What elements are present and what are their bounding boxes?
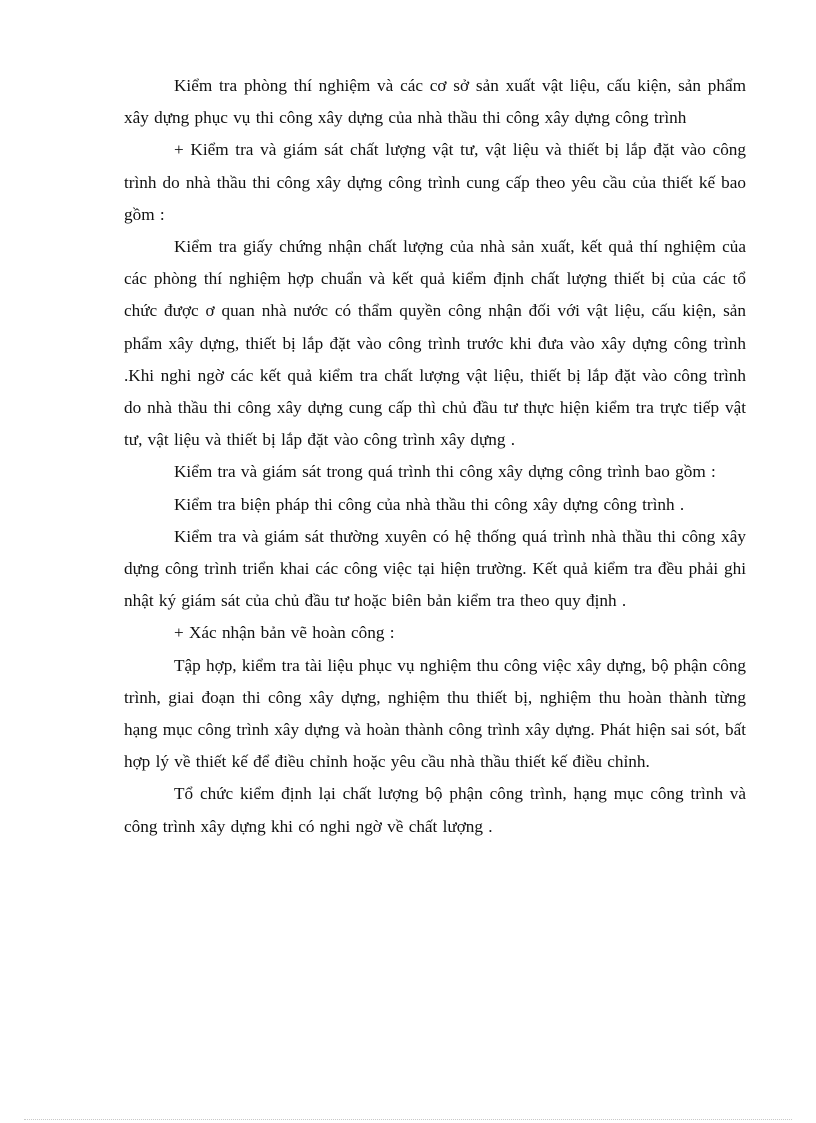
paragraph-regular-supervision: Kiểm tra và giám sát thường xuyên có hệ thống quá trình nhà thầu thi công xây dựng công trình triển khai các công việc tại hiện trường. Kết quả kiểm tra đều phải ghi nhật ký giám sát của chủ đầu tư hoặc biên bản kiểm tra theo quy định . [124, 526, 746, 611]
paragraph-construction-supervision: Kiểm tra và giám sát trong quá trình thi công xây dựng công trình bao gồm : [174, 462, 716, 482]
paragraph-quality-reassessment: Tổ chức kiểm định lại chất lượng bộ phận công trình, hạng mục công trình và công trình xây dựng khi có nghi ngờ về chất lượng . [124, 784, 746, 836]
paragraph-construction-method: Kiểm tra biện pháp thi công của nhà thầu thi công xây dựng công trình . [174, 494, 685, 514]
paragraph-lab-inspection: Kiểm tra phòng thí nghiệm và các cơ sở sản xuất vật liệu, cấu kiện, sản phẩm xây dựng phục vụ thi công xây dựng của nhà thầu thi công xây dựng công trình [124, 76, 746, 128]
paragraph-acceptance-documents: Tập hợp, kiểm tra tài liệu phục vụ nghiệm thu công việc xây dựng, bộ phận công trình, giai đoạn thi công xây dựng, nghiệm thu thiết bị, nghiệm thu hoàn thành từng hạng mục công trình xây dựng và hoàn thành công trình xây dựng. Phát hiện sai sót, bất hợp lý về thiết kế để điều chỉnh hoặc yêu cầu nhà thầu thiết kế điều chỉnh. [124, 655, 746, 772]
page-bottom-dotted-rule [24, 1119, 792, 1120]
document-body [124, 70, 746, 843]
paragraph-as-built-heading: + Xác nhận bản vẽ hoàn công : [174, 623, 395, 643]
paragraph-material-supervision: + Kiểm tra và giám sát chất lượng vật tư, vật liệu và thiết bị lắp đặt vào công trình do nhà thầu thi công xây dựng công trình cung cấp theo yêu cầu của thiết kế bao gồm : [124, 140, 746, 224]
paragraph-quality-certificate: Kiểm tra giấy chứng nhận chất lượng của nhà sản xuất, kết quả thí nghiệm của các phòng thí nghiệm hợp chuẩn và kết quả kiểm định chất lượng thiết bị của các tổ chức được ơ quan nhà nước có thẩm quyền công nhận đối với vật liệu, cấu kiện, sản phẩm xây dựng, thiết bị lắp đặt vào công trình trước khi đưa vào xây dựng công trình .Khi nghi ngờ các kết quả kiểm tra chất lượng vật liệu, thiết bị lắp đặt vào công trình do nhà thầu thi công xây dựng cung cấp thì chủ đầu tư thực hiện kiểm tra trực tiếp vật tư, vật liệu và thiết bị lắp đặt vào công trình xây dựng . [124, 237, 746, 450]
